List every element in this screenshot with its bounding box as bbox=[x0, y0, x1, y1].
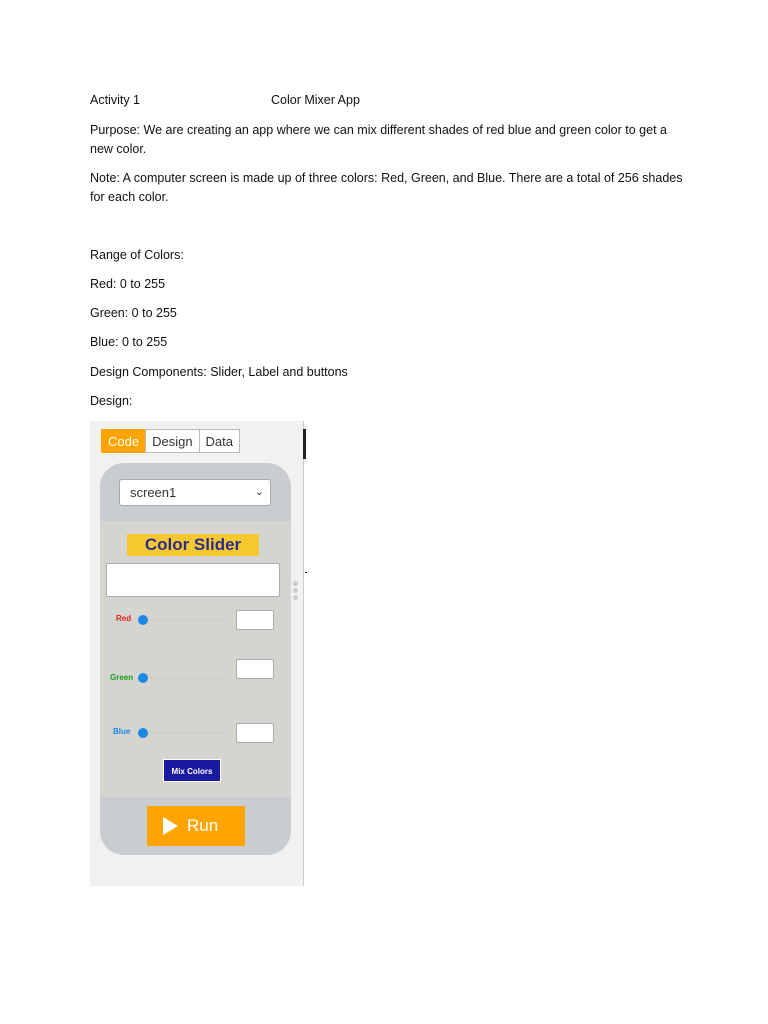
green-slider-label: Green bbox=[110, 673, 134, 682]
red-slider[interactable] bbox=[143, 619, 229, 621]
app-name: Color Mixer App bbox=[271, 93, 360, 107]
app-screen bbox=[100, 521, 291, 797]
app-title-label: Color Slider bbox=[127, 534, 259, 556]
range-green: Green: 0 to 255 bbox=[90, 306, 177, 320]
range-red: Red: 0 to 255 bbox=[90, 277, 166, 291]
tab-data[interactable]: Data bbox=[199, 429, 240, 453]
color-preview-box bbox=[106, 563, 280, 597]
blue-slider-knob[interactable] bbox=[138, 728, 148, 738]
red-slider-label: Red bbox=[116, 614, 132, 623]
purpose-text: Purpose: We are creating an app where we can mix different shades of red blue and green color to get a new color. bbox=[90, 123, 667, 156]
panel-resize-bar[interactable] bbox=[303, 429, 306, 459]
range-heading: Range of Colors: bbox=[90, 248, 184, 262]
design-heading: Design: bbox=[90, 394, 133, 408]
phone-frame bbox=[100, 463, 291, 855]
green-slider-knob[interactable] bbox=[138, 673, 148, 683]
green-slider[interactable] bbox=[143, 677, 229, 679]
applab-screenshot bbox=[90, 421, 304, 886]
mix-colors-button[interactable]: Mix Colors bbox=[163, 759, 221, 782]
range-blue: Blue: 0 to 255 bbox=[90, 335, 168, 349]
screen-dropdown[interactable] bbox=[119, 479, 271, 506]
note-text: Note: A computer screen is made up of three colors: Red, Green, and Blue. There are a total of 256 shades for each color. bbox=[90, 171, 683, 204]
drag-handle-icon[interactable] bbox=[293, 581, 299, 602]
blue-value-box[interactable] bbox=[236, 723, 274, 743]
chevron-down-icon: ⌄ bbox=[254, 486, 264, 498]
blue-slider-label: Blue bbox=[113, 727, 131, 736]
blue-slider[interactable] bbox=[143, 732, 229, 734]
panel-divider bbox=[303, 421, 304, 886]
run-button-label: Run bbox=[187, 816, 219, 835]
divider-tick bbox=[305, 572, 307, 573]
green-value-box[interactable] bbox=[236, 659, 274, 679]
red-value-box[interactable] bbox=[236, 610, 274, 630]
screen-dropdown-value: screen1 bbox=[130, 485, 177, 500]
mode-tabs bbox=[101, 429, 240, 453]
design-components-text: Design Components: Slider, Label and buttons bbox=[90, 365, 348, 379]
tab-code[interactable]: Code bbox=[101, 429, 146, 453]
activity-label: Activity 1 bbox=[90, 93, 141, 107]
red-slider-knob[interactable] bbox=[138, 615, 148, 625]
tab-design[interactable]: Design bbox=[145, 429, 199, 453]
run-button[interactable] bbox=[147, 806, 245, 846]
play-icon bbox=[163, 817, 178, 835]
